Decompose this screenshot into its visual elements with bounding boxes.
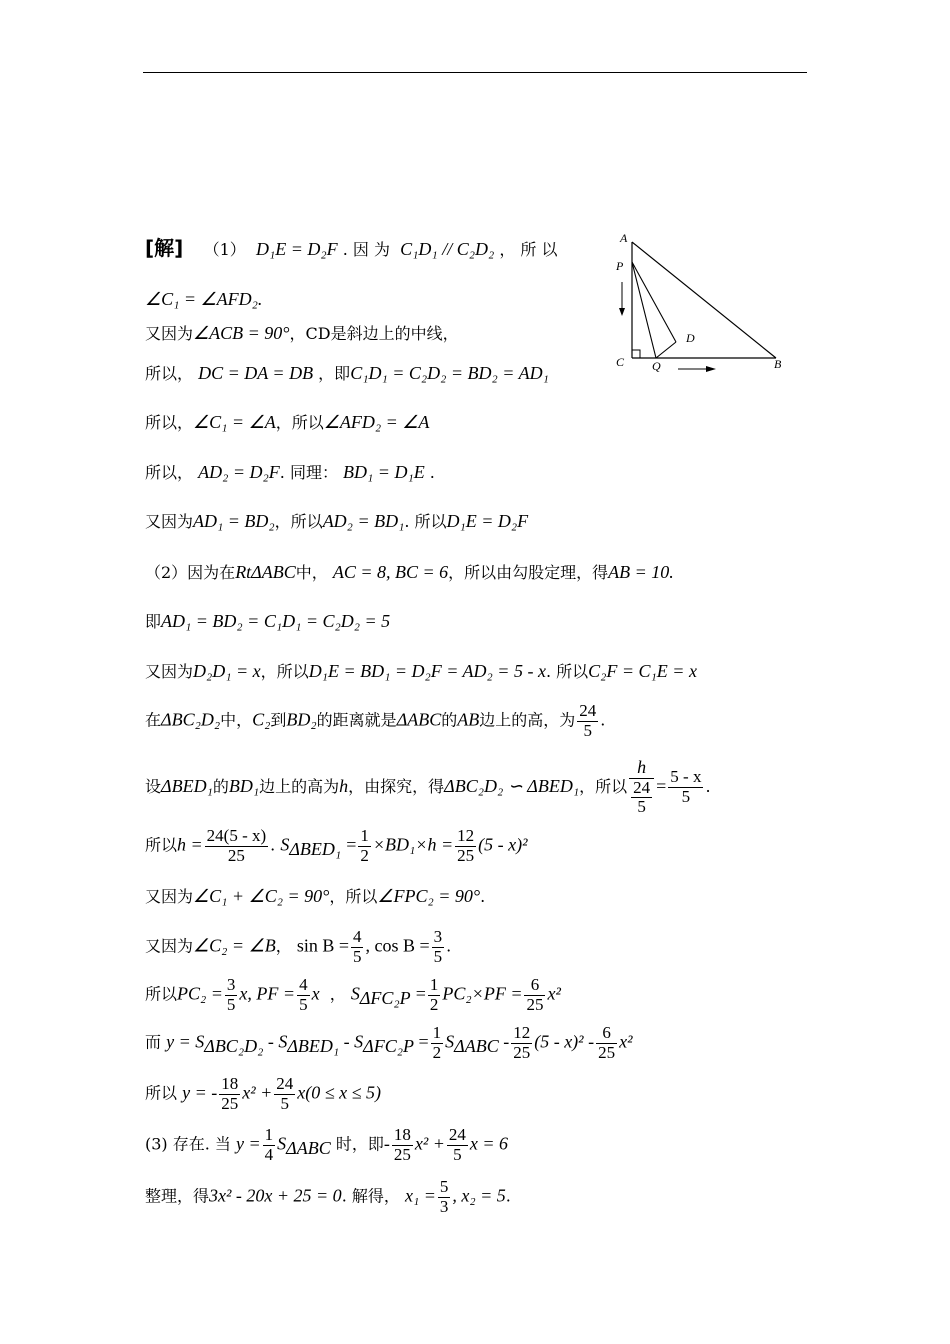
label-q: Q [652,359,661,373]
line-13: 所以h = $\frac{24(5 - x)}{25}$ . $S_{\Delta BED_1}$ = $\frac{1}{2}$ ×BD₁×h = $\frac{12}{25}$ (5 - x)² [145,826,528,865]
label-b: B [774,357,782,371]
line-1: [解] （1） D₁E = D₂F . 因 为 C₁D₁ // C₂D₂ ， 所 以 [145,236,558,260]
line-17: 而 $y = S_{\Delta BC_2D_2} - S_{\Delta BED_1} - S_{\Delta FC_2P}$ = $\frac{1}{2}$ $S_{\Delta ABC}$ - $\frac{12}{25}$ (5 - x)² - $\frac{6}{25}$ x² [145,1023,633,1062]
label-d: D [686,331,695,345]
fraction-24-5: $\frac{24}{5}$ [579,701,597,740]
header-rule [143,72,807,73]
line-9: 即AD₁ = BD₂ = C₁D₁ = C₂D₂ = 5 [145,611,391,631]
line-10: 又因为D₂D₁ = x，所以D₁E = BD₁ = D₂F = AD₂ = 5 - x. 所以C₂F = C₁E = x [145,661,697,681]
line-5: 所以，∠C₁ = ∠A，所以∠AFD₂ = ∠A [145,412,430,432]
line-8: （2）因为在RtΔABC中， AC = 8, BC = 6，所以由勾股定理，得AB = 10. [145,562,674,582]
label-p: P [616,259,624,273]
line-2: ∠C₁ = ∠AFD₂. [145,289,263,309]
line-4: 所以， DC = DA = DB ，即C₁D₁ = C₂D₂ = BD₂ = AD₁ [145,363,549,383]
line-6: 所以， AD₂ = D₂F. 同理： BD₁ = D₁E . [145,462,435,482]
line-19: (3) 存在. 当 y = $\frac{1}{4}$ $S_{\Delta ABC}$ 时，即- $\frac{18}{25}$ x² + $\frac{24}{5}$ x = 6 [145,1125,509,1164]
line-3: 又因为∠ACB = 90°，CD是斜边上的中线， [145,323,459,343]
fraction-h-over-24-5: $\frac{h}{\frac{24}{5}}$ [629,758,654,817]
line-16: 所以PC₂ = $\frac{3}{5}$ x, PF = $\frac{4}{5}$ x ， $S_{\Delta FC_2P}$ = $\frac{1}{2}$ PC₂×PF = $\frac{6}{25}$ x² [145,975,561,1014]
line-11: 在ΔBC₂D₂中，C₂到BD₂的距离就是ΔABC的AB边上的高，为 $\frac{24}{5}$ . [145,701,606,740]
label-c: C [616,355,625,369]
label-a: A [620,231,628,245]
fraction-5-x-over-5: $\frac{5 - x}{5}$ [670,767,702,807]
line-12: 设ΔBED₁的BD₁边上的高为h，由探究，得ΔBC₂D₂ ∽ ΔBED₁，所以 $\frac{h}{\frac{24}{5}}$ = $\frac{5 - x}{5}$ . [145,757,711,817]
line-18: 所以 y = - $\frac{18}{25}$ x² + $\frac{24}{5}$ x(0 ≤ x ≤ 5) [145,1074,382,1113]
line-14: 又因为∠C₁ + ∠C₂ = 90°，所以∠FPC₂ = 90°. [145,886,486,906]
solution-tag: [解] [145,236,184,260]
line-20: 整理，得3x² - 20x + 25 = 0. 解得， x₁ = $\frac{5}{3}$ , x₂ = 5. [145,1177,511,1216]
line-7: 又因为AD₁ = BD₂，所以AD₂ = BD₁. 所以D₁E = D₂F [145,511,529,531]
triangle-figure [612,230,792,375]
line-15: 又因为∠C₂ = ∠B， sin B = $\frac{4}{5}$ , cos B = $\frac{3}{5}$ . [145,927,452,966]
